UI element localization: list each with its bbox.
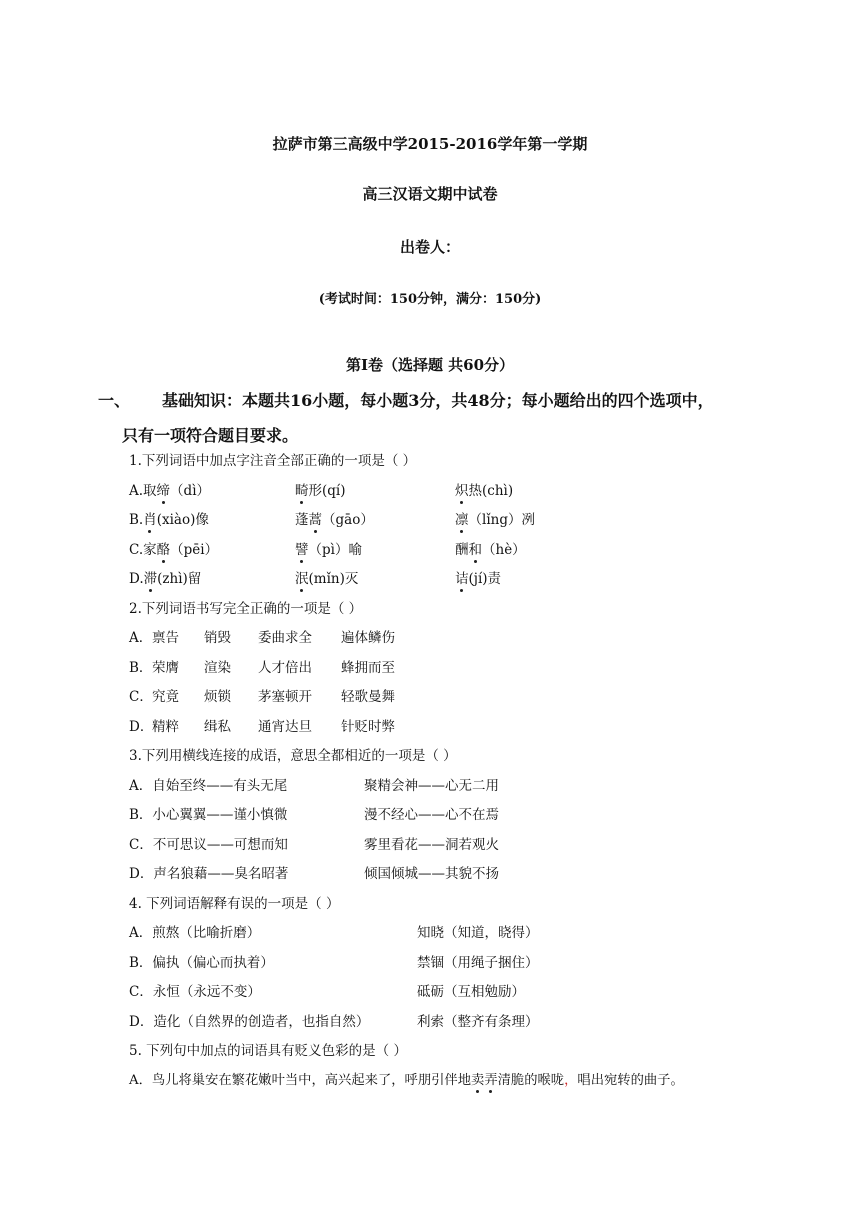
q3-option-c-left: C．不可思议——可想而知 [129,837,288,853]
q4-option-a-left: A．煎熬（比喻折磨） [129,925,261,941]
q2-option-b-word1: 荣膺 [152,660,179,676]
q1-option-d-col3: 诘(jí)责 [455,567,501,587]
q3-option-d-right: 倾国倾城——其貌不扬 [364,866,499,882]
q1-option-c-col2: 譬（pì）喻 [295,538,362,558]
q2-option-a-word3: 委曲求全 [258,630,312,646]
q1-option-b-col2: 蓬蒿（gāo） [295,508,374,528]
q5-stem: 5. 下列句中加点的词语具有贬义色彩的是（ ） [129,1043,407,1059]
q1-option-a-col2: 畸形(qí) [295,479,346,499]
q1-option-b-col1: B.肖(xiào)像 [129,508,209,528]
section-number: 一、 [98,391,131,410]
school-term-title: 拉萨市第三高级中学2015-2016学年第一学期 [272,135,588,153]
exam-info: (考试时间：150分钟，满分：150分) [318,292,542,307]
q2-option-c-word4: 轻歌曼舞 [341,689,395,705]
q2-option-a-word2: 销毁 [204,630,231,646]
q2-option-d-word2: 缉私 [204,719,231,735]
q3-option-b-left: B．小心翼翼——谨小慎微 [129,807,288,823]
q4-option-c-right: 砥砺（互相勉励） [417,984,525,1000]
section-title: 第Ⅰ卷（选择题 共60分） [345,356,515,374]
q1-option-d-col2: 泯(mǐn)灭 [295,567,358,587]
q4-option-d-left: D．造化（自然界的创造者，也指自然） [129,1014,370,1030]
q1-option-a-col3: 炽热(chì) [455,479,513,499]
q3-option-a-right: 聚精会神——心无二用 [364,778,499,794]
q2-option-a-word4: 遍体鳞伤 [341,630,395,646]
q3-option-b-right: 漫不经心——心不在焉 [364,807,499,823]
q1-option-a-col1: A.取缔（dì） [129,479,210,499]
section-instruction-line2: 只有一项符合题目要求。 [122,426,299,445]
q2-option-c-word2: 烦锁 [204,689,231,705]
q1-option-b-col3: 凛（lǐng）冽 [455,508,535,528]
q4-option-b-left: B．偏执（偏心而执着） [129,955,274,971]
q3-option-c-right: 雾里看花——洞若观火 [364,837,499,853]
q3-stem: 3.下列用横线连接的成语，意思全都相近的一项是（ ） [129,748,457,764]
q2-option-b-word4: 蜂拥而至 [341,660,395,676]
q3-option-d-left: D．声名狼藉——臭名昭著 [129,866,289,882]
q4-option-b-right: 禁锢（用绳子捆住） [417,955,539,971]
q4-option-c-left: C．永恒（永远不变） [129,984,261,1000]
q2-option-d-word1: 精粹 [152,719,179,735]
q2-stem: 2.下列词语书写完全正确的一项是（ ） [129,601,363,617]
q2-option-d-word3: 通宵达旦 [258,719,312,735]
q2-option-c-word3: 茅塞顿开 [258,689,312,705]
q2-option-b-word3: 人才倍出 [258,660,312,676]
q2-option-c-label: C． [129,689,153,705]
q2-option-b-word2: 渲染 [204,660,231,676]
q1-stem: 1.下列词语中加点字注音全部正确的一项是（ ） [129,453,417,469]
q2-option-d-word4: 针贬时弊 [341,719,395,735]
q4-option-a-right: 知晓（知道，晓得） [417,925,539,941]
q4-option-d-right: 利索（整齐有条理） [417,1014,539,1030]
section-instruction-line1: 基础知识：本题共16小题，每小题3分，共48分；每小题给出的四个选项中， [162,391,714,410]
q2-option-a-word1: 禀告 [152,630,179,646]
q1-option-c-col1: C.家酪（pēi） [129,538,218,558]
q3-option-a-left: A．自始至终——有头无尾 [129,778,288,794]
q2-option-c-word1: 究竟 [152,689,179,705]
q4-stem: 4. 下列词语解释有误的一项是（ ） [129,896,340,912]
q5-option-a: A．鸟儿将巢安在繁花嫩叶当中，高兴起来了，呼朋引伴地卖弄清脆的喉咙，唱出宛转的曲子。 [129,1069,684,1088]
q2-option-b-label: B． [129,660,153,676]
q1-option-d-col1: D.滞(zhì)留 [129,567,201,587]
q2-option-d-label: D． [129,719,154,735]
author-label: 出卷人： [399,238,460,256]
q1-option-c-col3: 酬和（hè） [455,538,526,558]
q2-option-a-label: A． [129,630,153,646]
exam-name: 高三汉语文期中试卷 [362,185,498,203]
